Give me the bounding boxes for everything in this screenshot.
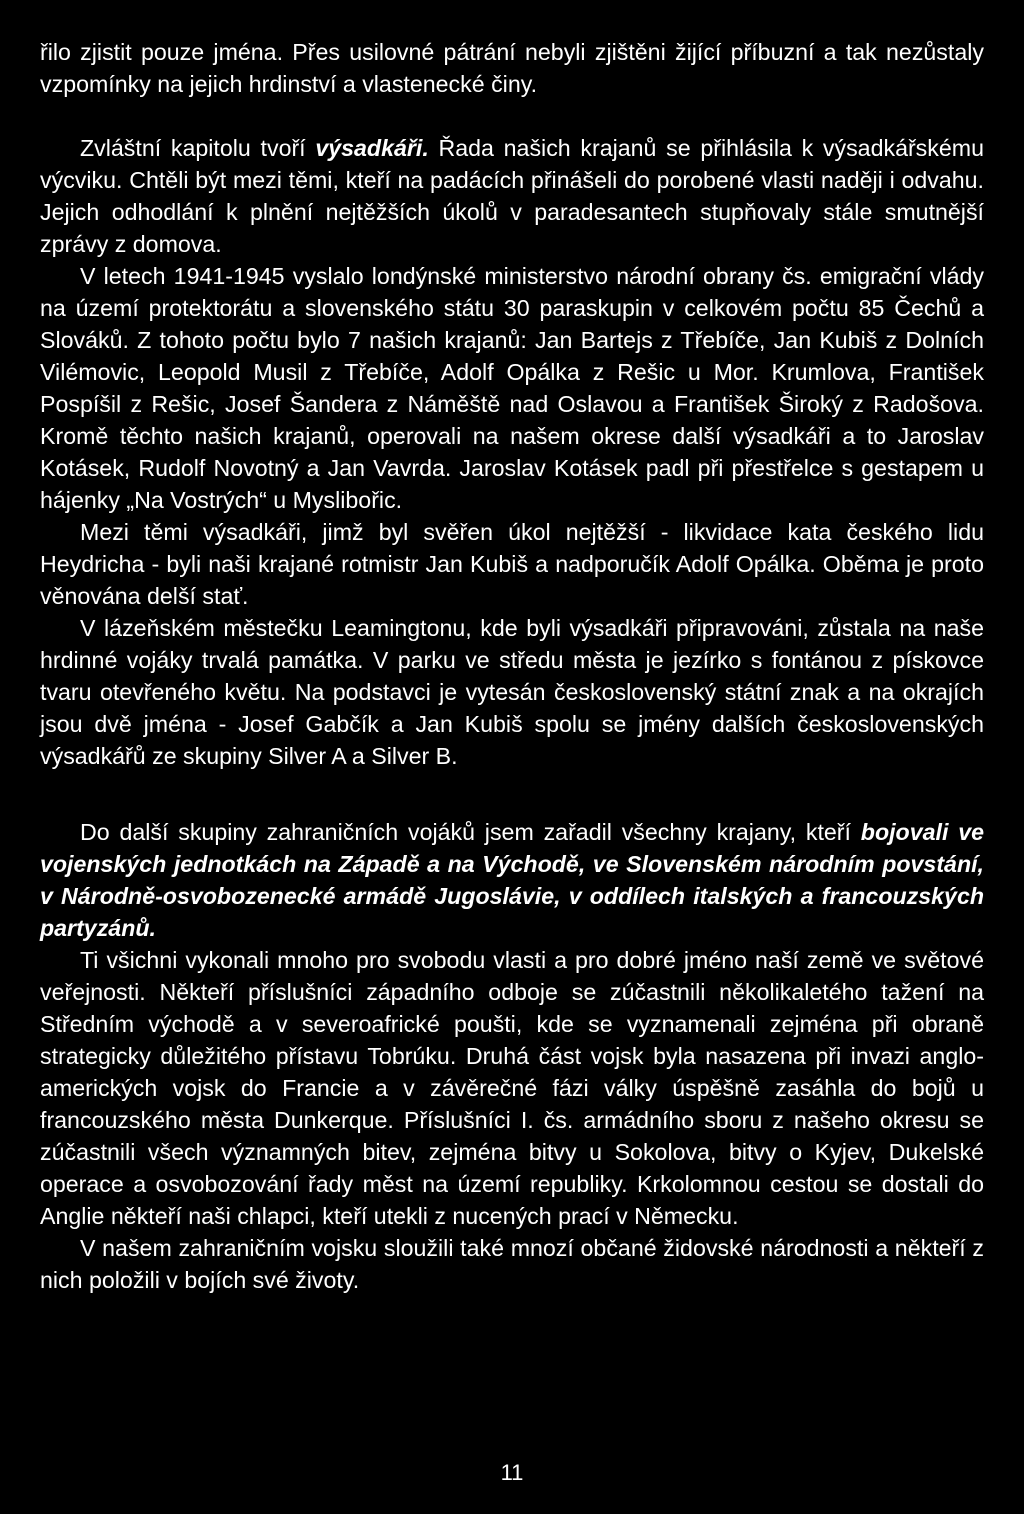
paragraph-gap [40, 772, 984, 816]
paragraph-6-text-start: Do další skupiny zahraničních vojáků jsem zařadil všechny krajany, kteří [80, 819, 861, 845]
paragraph-6-emphasis: bojovali ve vojenských jednotkách na Západě a na Východě, ve Slovenském národním povstání, v Národně-osvobozenecké armádě Jugoslávie, v oddílech italských a francouzských partyzánů. [40, 819, 984, 941]
page-number: 11 [500, 1460, 524, 1485]
paragraph-5: V lázeňském městečku Leamingtonu, kde byli výsadkáři připravováni, zůstala na naše hrdinné vojáky trvalá památka. V parku ve středu města je jezírko s fontánou z pískovce tvaru otevřeného květu. Na podstavci je vytesán československý státní znak a na okrajích jsou dvě jména - Josef Gabčík a Jan Kubiš spolu se jmény dalších československých výsadkářů ze skupiny Silver A a Silver B. [40, 615, 984, 769]
paragraph-2 [40, 132, 984, 260]
paragraph-gap [40, 100, 984, 132]
paragraph-7: Ti všichni vykonali mnoho pro svobodu vlasti a pro dobré jméno naší země ve světové veřejnosti. Někteří příslušníci západního odboje se zúčastnili několikaletého tažení na Středním východě a v severoafrické poušti, kde se vyznamenali zejména při obraně strategicky důležitého přístavu Tobrúku. Druhá část vojsk byla nasazena při invazi anglo-amerických vojsk do Francie a v závěrečné fázi války úspěšně zasáhla do bojů u francouzského města Dunkerque. Příslušníci I. čs. armádního sboru z našeho okresu se zúčastnili všech významných bitev, zejména bitvy u Sokolova, bitvy o Kyjev, Dukelské operace a osvobozování řady měst na území republiky. Krkolomnou cestou se dostali do Anglie někteří naši chlapci, kteří utekli z nucených prací v Německu. [40, 947, 984, 1229]
paragraph-4: Mezi těmi výsadkáři, jimž byl svěřen úkol nejtěžší - likvidace kata českého lidu Heydricha - byli naši krajané rotmistr Jan Kubiš a nadporučík Adolf Opálka. Oběma je proto věnována delší stať. [40, 519, 984, 609]
paragraph-3: V letech 1941-1945 vyslalo londýnské ministerstvo národní obrany čs. emigrační vlády na území protektorátu a slovenského státu 30 paraskupin v celkovém počtu 85 Čechů a Slováků. Z tohoto počtu bylo 7 našich krajanů: Jan Bartejs z Třebíče, Jan Kubiš z Dolních Vilémovic, Leopold Musil z Třebíče, Adolf Opálka z Rešic u Mor. Krumlova, František Pospíšil z Rešic, Josef Šandera z Náměště nad Oslavou a František Široký z Radošova. Kromě těchto našich krajanů, operovali na našem okrese další výsadkáři a to Jaroslav Kotásek, Rudolf Novotný a Jan Vavrda. Jaroslav Kotásek padl při přestřelce s gestapem u hájenky „Na Vostrých“ u Myslibořic. [40, 263, 984, 513]
paragraph-8: V našem zahraničním vojsku sloužili také mnozí občané židovské národnosti a někteří z nich položili v bojích své životy. [40, 1235, 984, 1293]
paragraph-1: řilo zjistit pouze jména. Přes usilovné pátrání nebyli zjištěni žijící příbuzní a tak nezůstaly vzpomínky na jejich hrdinství a vlastenecké činy. [40, 39, 984, 97]
paragraph-6 [40, 816, 984, 944]
paragraph-2-emphasis: výsadkáři. [315, 135, 429, 161]
document-body [40, 36, 984, 1296]
paragraph-2-text-end: Řada našich krajanů se přihlásila k výsadkářskému výcviku. Chtěli být mezi těmi, kteří na padácích přinášeli do porobené vlasti naději i odvahu. Jejich odhodlání k plnění nejtěžších úkolů v paradesantech stupňovaly stále smutnější zprávy z domova. [40, 135, 984, 257]
paragraph-2-text-start: Zvláštní kapitolu tvoří [80, 135, 316, 161]
